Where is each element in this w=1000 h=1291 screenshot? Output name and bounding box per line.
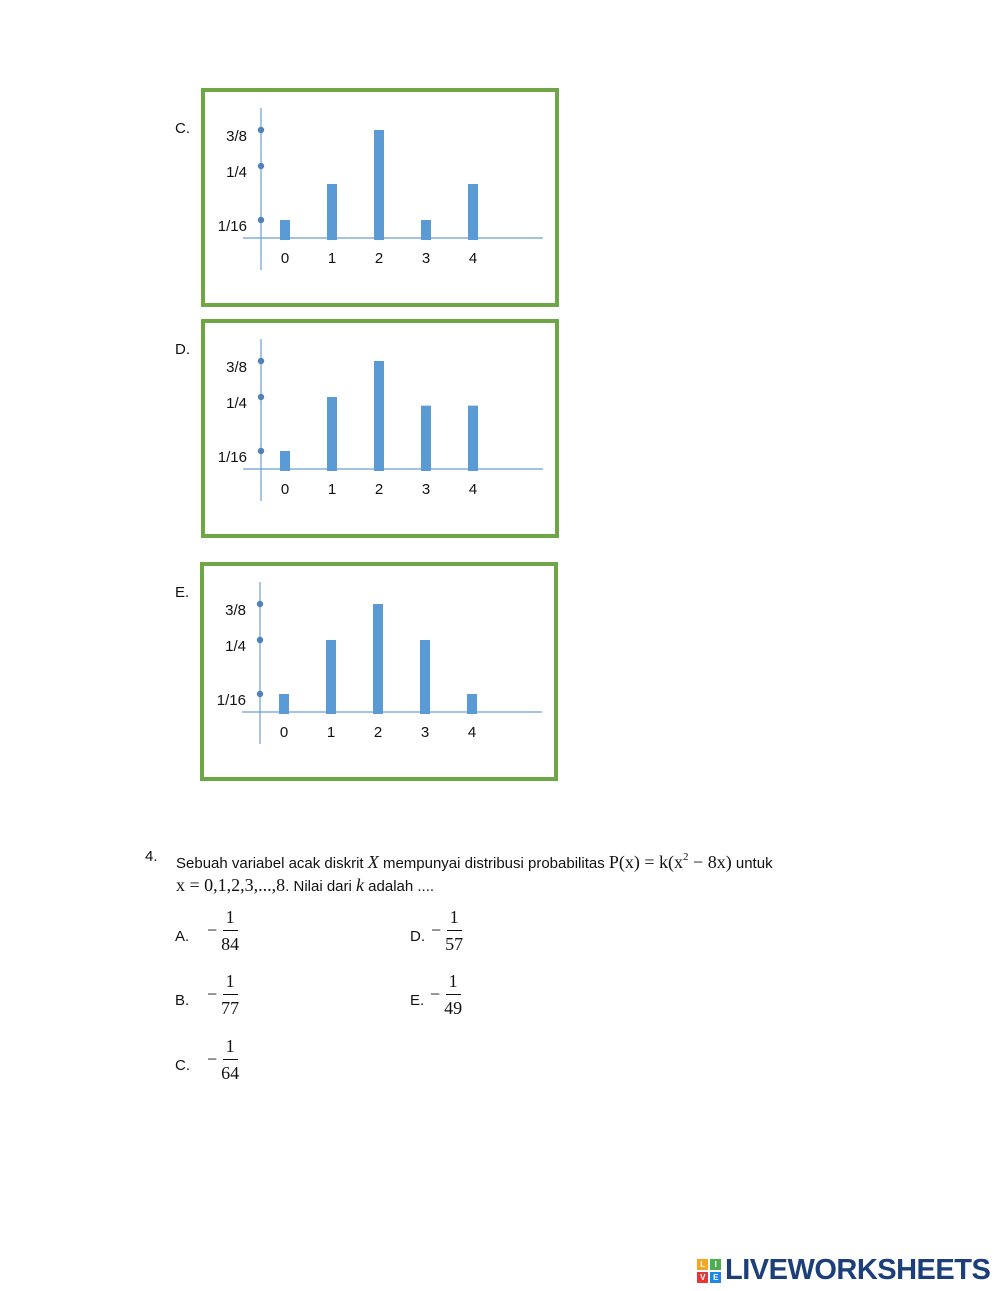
bar <box>421 220 431 240</box>
liveworksheets-logo <box>697 1254 990 1287</box>
y-tick-dot <box>258 394 264 400</box>
bar <box>468 406 478 471</box>
chart-option-label: C. <box>175 120 190 137</box>
bar <box>374 130 384 240</box>
bar <box>373 604 383 714</box>
question-text: mempunyai distribusi probabilitas <box>378 855 609 872</box>
y-tick-label: 3/8 <box>226 359 247 376</box>
chart-frame-c <box>201 88 559 307</box>
x-tick-label: 2 <box>374 250 384 267</box>
question-line-2 <box>176 871 434 901</box>
x-tick-label: 4 <box>468 481 478 498</box>
y-tick-label: 1/16 <box>217 449 247 466</box>
bar <box>327 397 337 471</box>
x-tick-label: 0 <box>280 481 290 498</box>
x-tick-label: 2 <box>373 724 383 741</box>
bar <box>374 361 384 471</box>
question-text: Sebuah variabel acak diskrit <box>176 855 368 872</box>
bar <box>421 406 431 471</box>
x-tick-label: 3 <box>421 481 431 498</box>
x-tick-label: 4 <box>467 724 477 741</box>
answer-fraction: − $\frac{1}{64}$ <box>207 1036 240 1083</box>
chart-frame-e <box>200 562 558 781</box>
answer-letter: E. <box>410 992 425 1009</box>
answer-letter: A. <box>175 928 190 945</box>
question-text: untuk <box>731 855 773 872</box>
y-tick-label: 1/4 <box>226 164 247 181</box>
y-tick-label: 1/16 <box>216 692 246 709</box>
answer-fraction: − $\frac{1}{49}$ <box>430 971 463 1018</box>
x-tick-label: 0 <box>280 250 290 267</box>
question-text: . Nilai dari <box>285 878 357 895</box>
y-tick-dot <box>258 127 264 133</box>
y-tick-label: 3/8 <box>225 602 246 619</box>
x-tick-label: 0 <box>279 724 289 741</box>
bar <box>467 694 477 714</box>
probability-formula: $P(x) = k(x^2 - 8x)$ <box>608 851 732 872</box>
x-tick-label: 2 <box>374 481 384 498</box>
x-tick-label: 4 <box>468 250 478 267</box>
logo-text: LIVEWORKSHEETS <box>725 1254 991 1286</box>
bar <box>327 184 337 240</box>
logo-mark-icon: L I V E <box>697 1259 721 1283</box>
question-text: adalah .... <box>364 878 435 895</box>
answer-letter: B. <box>175 992 190 1009</box>
x-tick-label: 1 <box>326 724 336 741</box>
y-tick-label: 3/8 <box>226 128 247 145</box>
bar <box>326 640 336 714</box>
y-tick-dot <box>258 217 264 223</box>
bar <box>280 451 290 471</box>
bar-chart-d <box>205 323 563 542</box>
y-tick-label: 1/4 <box>225 638 246 655</box>
x-tick-label: 1 <box>327 481 337 498</box>
x-tick-label: 3 <box>420 724 430 741</box>
y-tick-dot <box>258 448 264 454</box>
chart-frame-d <box>201 319 559 538</box>
bar <box>468 184 478 240</box>
y-tick-dot <box>258 358 264 364</box>
domain-formula: x = 0,1,2,3,...,8 <box>176 875 286 895</box>
variable-k: k <box>356 875 365 895</box>
answer-fraction: − $\frac{1}{57}$ <box>431 907 464 954</box>
bar-chart-c <box>205 92 563 311</box>
answer-fraction: − $\frac{1}{84}$ <box>207 907 240 954</box>
chart-option-label: D. <box>175 341 190 358</box>
y-tick-dot <box>257 601 263 607</box>
x-tick-label: 3 <box>421 250 431 267</box>
y-tick-dot <box>257 691 263 697</box>
bar <box>280 220 290 240</box>
answer-letter: C. <box>175 1057 190 1074</box>
bar <box>279 694 289 714</box>
y-tick-dot <box>257 637 263 643</box>
bar-chart-e <box>204 566 562 785</box>
y-tick-dot <box>258 163 264 169</box>
chart-option-label: E. <box>175 584 190 601</box>
answer-fraction: − $\frac{1}{77}$ <box>207 971 240 1018</box>
y-tick-label: 1/16 <box>217 218 247 235</box>
x-tick-label: 1 <box>327 250 337 267</box>
y-tick-label: 1/4 <box>226 395 247 412</box>
answer-letter: D. <box>410 928 425 945</box>
question-number: 4. <box>145 848 158 865</box>
bar <box>420 640 430 714</box>
variable-x: X <box>367 852 379 872</box>
